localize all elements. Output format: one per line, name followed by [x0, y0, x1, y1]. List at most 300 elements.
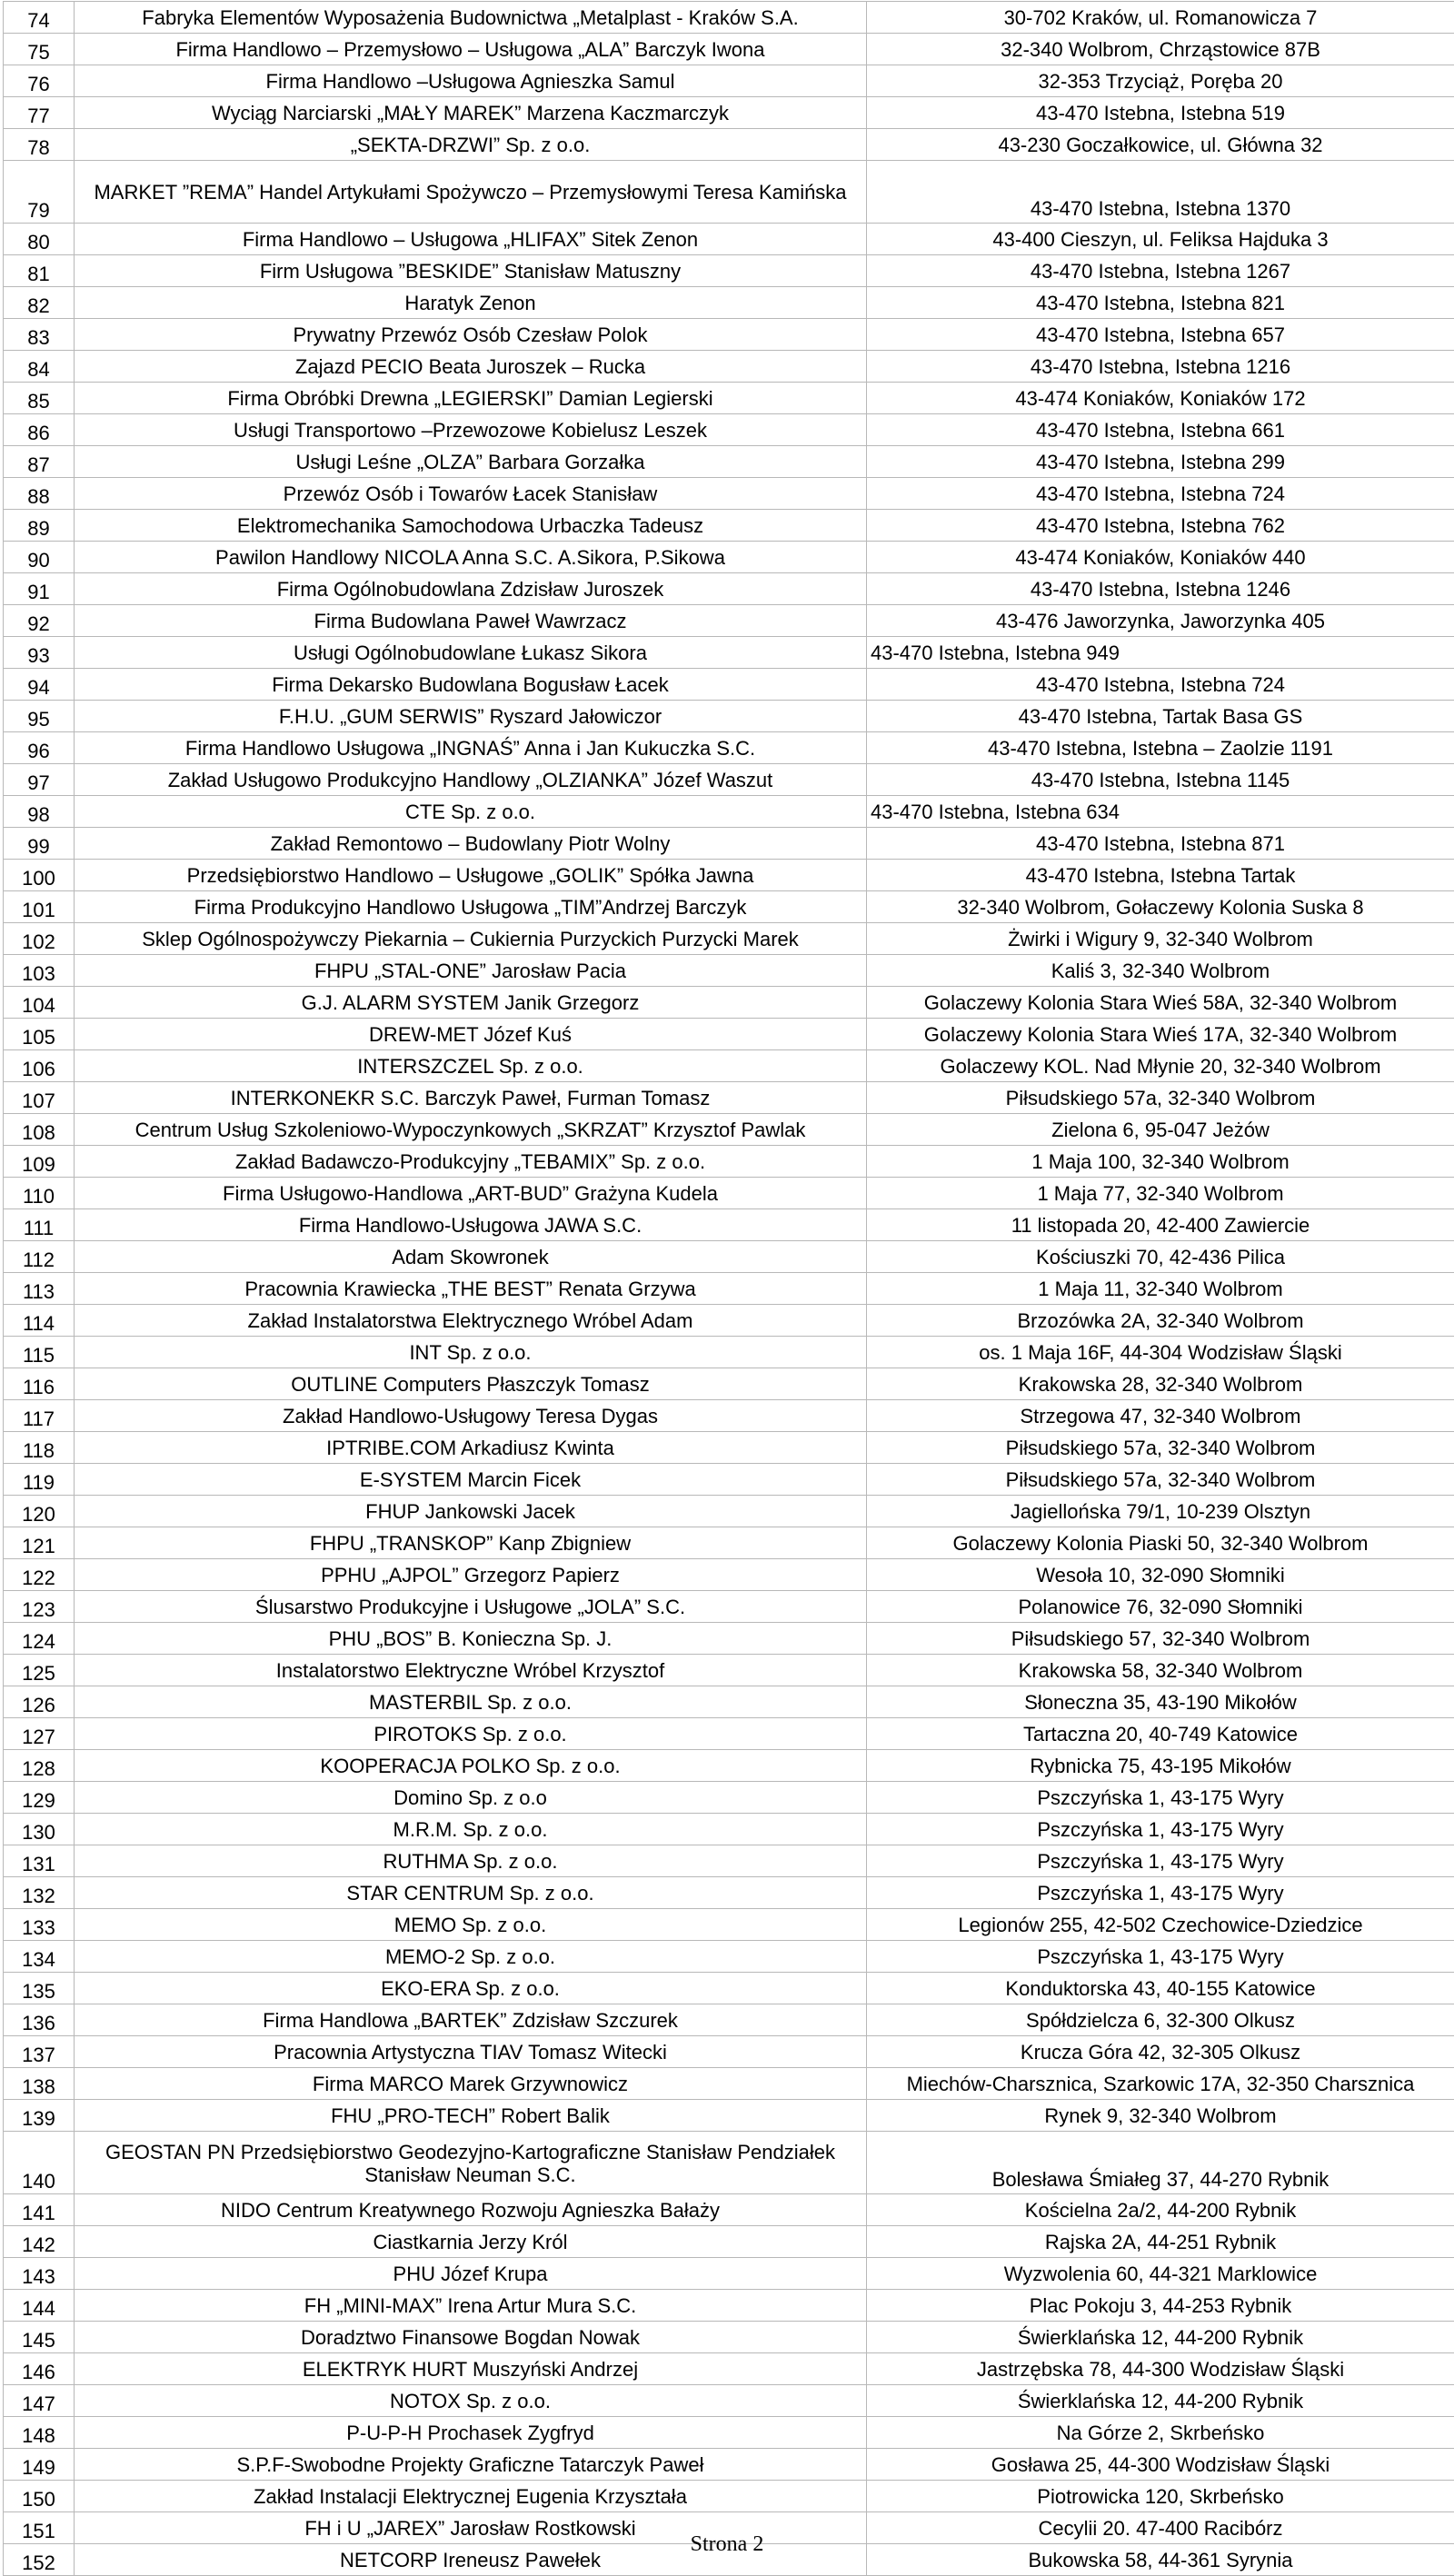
row-number-cell: 99 [4, 828, 75, 860]
company-name-cell: INTERSZCZEL Sp. z o.o. [75, 1050, 867, 1082]
row-number-cell: 124 [4, 1623, 75, 1655]
row-number-cell: 117 [4, 1400, 75, 1432]
company-address-cell: 43-470 Istebna, Istebna 1145 [867, 764, 1454, 796]
table-row [4, 1973, 1454, 2004]
row-number-cell: 92 [4, 605, 75, 637]
company-name-cell: E-SYSTEM Marcin Ficek [75, 1464, 867, 1496]
row-number-cell: 85 [4, 383, 75, 414]
company-address-cell: Brzozówka 2A, 32-340 Wolbrom [867, 1305, 1454, 1337]
table-row [4, 987, 1454, 1019]
company-address-cell: Spółdzielcza 6, 32-300 Olkusz [867, 2004, 1454, 2036]
row-number-cell: 133 [4, 1909, 75, 1941]
company-address-cell: 43-470 Istebna, Istebna 1267 [867, 255, 1454, 287]
company-name-cell: CTE Sp. z o.o. [75, 796, 867, 828]
company-address-cell: 43-470 Istebna, Istebna 1370 [867, 161, 1454, 224]
company-address-cell: 43-470 Istebna, Istebna 1246 [867, 573, 1454, 605]
row-number-cell: 95 [4, 701, 75, 732]
company-name-cell: Ślusarstwo Produkcyjne i Usługowe „JOLA” S.C. [75, 1591, 867, 1623]
company-name-cell: GEOSTAN PN Przedsiębiorstwo Geodezyjno-Kartograficzne Stanisław Pendziałek Stanisław Neuman S.C. [75, 2132, 867, 2194]
company-address-cell: 43-400 Cieszyn, ul. Feliksa Hajduka 3 [867, 224, 1454, 255]
row-number-cell: 143 [4, 2258, 75, 2290]
table-row [4, 2194, 1454, 2226]
table-row [4, 1305, 1454, 1337]
row-number-cell: 152 [4, 2544, 75, 2576]
table-row [4, 1273, 1454, 1305]
row-number-cell: 150 [4, 2481, 75, 2512]
company-name-cell: INTERKONEKR S.C. Barczyk Paweł, Furman Tomasz [75, 1082, 867, 1114]
company-address-cell: Golaczewy Kolonia Stara Wieś 17A, 32-340 Wolbrom [867, 1019, 1454, 1050]
table-row [4, 923, 1454, 955]
company-address-cell: Miechów-Charsznica, Szarkowic 17A, 32-350 Charsznica [867, 2068, 1454, 2100]
company-name-cell: PPHU „AJPOL” Grzegorz Papierz [75, 1559, 867, 1591]
company-name-cell: MEMO-2 Sp. z o.o. [75, 1941, 867, 1973]
company-name-cell: Pracownia Krawiecka „THE BEST” Renata Grzywa [75, 1273, 867, 1305]
row-number-cell: 102 [4, 923, 75, 955]
row-number-cell: 89 [4, 510, 75, 542]
row-number-cell: 137 [4, 2036, 75, 2068]
row-number-cell: 125 [4, 1655, 75, 1686]
company-address-cell: Piłsudskiego 57a, 32-340 Wolbrom [867, 1082, 1454, 1114]
company-name-cell: Wyciąg Narciarski „MAŁY MAREK” Marzena Kaczmarczyk [75, 97, 867, 129]
row-number-cell: 119 [4, 1464, 75, 1496]
company-address-cell: 43-470 Istebna, Istebna 724 [867, 478, 1454, 510]
company-name-cell: PHU „BOS” B. Konieczna Sp. J. [75, 1623, 867, 1655]
row-number-cell: 118 [4, 1432, 75, 1464]
table-row [4, 573, 1454, 605]
company-address-cell: 32-340 Wolbrom, Chrząstowice 87B [867, 34, 1454, 65]
company-name-cell: Zakład Remontowo – Budowlany Piotr Wolny [75, 828, 867, 860]
table-row [4, 764, 1454, 796]
table-row [4, 2132, 1454, 2194]
row-number-cell: 120 [4, 1496, 75, 1527]
table-row [4, 1750, 1454, 1782]
company-address-cell: Cecylii 20. 47-400 Racibórz [867, 2512, 1454, 2544]
row-number-cell: 130 [4, 1814, 75, 1845]
company-address-cell: Piłsudskiego 57a, 32-340 Wolbrom [867, 1432, 1454, 1464]
row-number-cell: 104 [4, 987, 75, 1019]
company-name-cell: G.J. ALARM SYSTEM Janik Grzegorz [75, 987, 867, 1019]
table-row [4, 2385, 1454, 2417]
table-row [4, 1082, 1454, 1114]
table-row [4, 2353, 1454, 2385]
company-name-cell: RUTHMA Sp. z o.o. [75, 1845, 867, 1877]
row-number-cell: 103 [4, 955, 75, 987]
company-address-cell: Bukowska 58, 44-361 Syrynia [867, 2544, 1454, 2576]
table-row [4, 1877, 1454, 1909]
table-row [4, 2226, 1454, 2258]
company-name-cell: STAR CENTRUM Sp. z o.o. [75, 1877, 867, 1909]
row-number-cell: 139 [4, 2100, 75, 2132]
company-name-cell: Zakład Instalacji Elektrycznej Eugenia Krzyształa [75, 2481, 867, 2512]
company-address-cell: 11 listopada 20, 42-400 Zawiercie [867, 1209, 1454, 1241]
row-number-cell: 138 [4, 2068, 75, 2100]
company-name-cell: Usługi Leśne „OLZA” Barbara Gorzałka [75, 446, 867, 478]
row-number-cell: 86 [4, 414, 75, 446]
company-address-cell: 43-470 Istebna, Istebna 299 [867, 446, 1454, 478]
company-name-cell: DREW-MET Józef Kuś [75, 1019, 867, 1050]
row-number-cell: 140 [4, 2132, 75, 2194]
table-row [4, 955, 1454, 987]
company-name-cell: NETCORP Ireneusz Pawełek [75, 2544, 867, 2576]
row-number-cell: 151 [4, 2512, 75, 2544]
table-row [4, 2, 1454, 34]
company-address-cell: Plac Pokoju 3, 44-253 Rybnik [867, 2290, 1454, 2322]
row-number-cell: 114 [4, 1305, 75, 1337]
row-number-cell: 129 [4, 1782, 75, 1814]
company-address-cell: Gosława 25, 44-300 Wodzisław Śląski [867, 2449, 1454, 2481]
company-address-cell: 30-702 Kraków, ul. Romanowicza 7 [867, 2, 1454, 34]
company-name-cell: Firma Handlowo-Usługowa JAWA S.C. [75, 1209, 867, 1241]
company-address-cell: Bolesława Śmiałeg 37, 44-270 Rybnik [867, 2132, 1454, 2194]
company-address-cell: Jagiellońska 79/1, 10-239 Olsztyn [867, 1496, 1454, 1527]
table-row [4, 2417, 1454, 2449]
company-address-cell: 43-470 Istebna, Istebna 1216 [867, 351, 1454, 383]
table-row [4, 2449, 1454, 2481]
table-row [4, 669, 1454, 701]
row-number-cell: 74 [4, 2, 75, 34]
company-address-cell: 43-470 Istebna, Istebna 634 [867, 796, 1454, 828]
company-name-cell: FH „MINI-MAX” Irena Artur Mura S.C. [75, 2290, 867, 2322]
company-address-cell: Golaczewy Kolonia Stara Wieś 58A, 32-340 Wolbrom [867, 987, 1454, 1019]
row-number-cell: 122 [4, 1559, 75, 1591]
table-row [4, 1050, 1454, 1082]
company-name-cell: Przedsiębiorstwo Handlowo – Usługowe „GOLIK” Spółka Jawna [75, 860, 867, 891]
row-number-cell: 93 [4, 637, 75, 669]
company-name-cell: Firma Ogólnobudowlana Zdzisław Juroszek [75, 573, 867, 605]
company-address-cell: Pszczyńska 1, 43-175 Wyry [867, 1782, 1454, 1814]
company-address-cell: 32-340 Wolbrom, Gołaczewy Kolonia Suska 8 [867, 891, 1454, 923]
company-name-cell: P-U-P-H Prochasek Zygfryd [75, 2417, 867, 2449]
company-address-cell: Kościelna 2a/2, 44-200 Rybnik [867, 2194, 1454, 2226]
row-number-cell: 108 [4, 1114, 75, 1146]
row-number-cell: 136 [4, 2004, 75, 2036]
row-number-cell: 147 [4, 2385, 75, 2417]
company-table [3, 1, 1454, 2576]
row-number-cell: 111 [4, 1209, 75, 1241]
company-name-cell: IPTRIBE.COM Arkadiusz Kwinta [75, 1432, 867, 1464]
table-row [4, 860, 1454, 891]
company-address-cell: Piłsudskiego 57, 32-340 Wolbrom [867, 1623, 1454, 1655]
company-address-cell: 43-470 Istebna, Istebna 724 [867, 669, 1454, 701]
table-row [4, 478, 1454, 510]
company-address-cell: Pszczyńska 1, 43-175 Wyry [867, 1877, 1454, 1909]
company-address-cell: 43-470 Istebna, Tartak Basa GS [867, 701, 1454, 732]
company-name-cell: Prywatny Przewóz Osób Czesław Polok [75, 319, 867, 351]
row-number-cell: 121 [4, 1527, 75, 1559]
company-name-cell: Centrum Usług Szkoleniowo-Wypoczynkowych „SKRZAT” Krzysztof Pawlak [75, 1114, 867, 1146]
row-number-cell: 126 [4, 1686, 75, 1718]
table-row [4, 1337, 1454, 1368]
row-number-cell: 128 [4, 1750, 75, 1782]
company-address-cell: 1 Maja 77, 32-340 Wolbrom [867, 1178, 1454, 1209]
company-name-cell: Firma Handlowo – Przemysłowo – Usługowa „ALA” Barczyk Iwona [75, 34, 867, 65]
row-number-cell: 90 [4, 542, 75, 573]
row-number-cell: 149 [4, 2449, 75, 2481]
table-row [4, 1496, 1454, 1527]
company-name-cell: Firm Usługowa ”BESKIDE” Stanisław Matuszny [75, 255, 867, 287]
row-number-cell: 135 [4, 1973, 75, 2004]
company-name-cell: Pawilon Handlowy NICOLA Anna S.C. A.Sikora, P.Sikowa [75, 542, 867, 573]
company-address-cell: Rynek 9, 32-340 Wolbrom [867, 2100, 1454, 2132]
company-address-cell: 43-470 Istebna, Istebna 661 [867, 414, 1454, 446]
company-address-cell: Polanowice 76, 32-090 Słomniki [867, 1591, 1454, 1623]
company-name-cell: ELEKTRYK HURT Muszyński Andrzej [75, 2353, 867, 2385]
company-address-cell: os. 1 Maja 16F, 44-304 Wodzisław Śląski [867, 1337, 1454, 1368]
company-address-cell: 43-470 Istebna, Istebna – Zaolzie 1191 [867, 732, 1454, 764]
company-list-sheet [3, 1, 1454, 2576]
table-row [4, 129, 1454, 161]
company-address-cell: 43-470 Istebna, Istebna 871 [867, 828, 1454, 860]
company-address-cell: Golaczewy KOL. Nad Młynie 20, 32-340 Wolbrom [867, 1050, 1454, 1082]
company-address-cell: Tartaczna 20, 40-749 Katowice [867, 1718, 1454, 1750]
row-number-cell: 110 [4, 1178, 75, 1209]
row-number-cell: 116 [4, 1368, 75, 1400]
company-address-cell: 1 Maja 11, 32-340 Wolbrom [867, 1273, 1454, 1305]
company-name-cell: FH i U „JAREX” Jarosław Rostkowski [75, 2512, 867, 2544]
table-row [4, 2322, 1454, 2353]
table-row [4, 1814, 1454, 1845]
company-address-cell: 43-474 Koniaków, Koniaków 440 [867, 542, 1454, 573]
company-address-cell: Żwirki i Wigury 9, 32-340 Wolbrom [867, 923, 1454, 955]
row-number-cell: 123 [4, 1591, 75, 1623]
company-address-cell: 43-470 Istebna, Istebna 821 [867, 287, 1454, 319]
company-name-cell: Usługi Transportowo –Przewozowe Kobielusz Leszek [75, 414, 867, 446]
company-name-cell: Firma Usługowo-Handlowa „ART-BUD” Grażyna Kudela [75, 1178, 867, 1209]
table-row [4, 1178, 1454, 1209]
row-number-cell: 76 [4, 65, 75, 97]
table-row [4, 319, 1454, 351]
company-name-cell: FHPU „STAL-ONE” Jarosław Pacia [75, 955, 867, 987]
row-number-cell: 101 [4, 891, 75, 923]
company-name-cell: Przewóz Osób i Towarów Łacek Stanisław [75, 478, 867, 510]
company-name-cell: NOTOX Sp. z o.o. [75, 2385, 867, 2417]
company-name-cell: Firma Produkcyjno Handlowo Usługowa „TIM”Andrzej Barczyk [75, 891, 867, 923]
table-row [4, 1019, 1454, 1050]
company-address-cell: Wyzwolenia 60, 44-321 Marklowice [867, 2258, 1454, 2290]
table-row [4, 1400, 1454, 1432]
row-number-cell: 84 [4, 351, 75, 383]
company-name-cell: INT Sp. z o.o. [75, 1337, 867, 1368]
company-address-cell: 43-470 Istebna, Istebna 657 [867, 319, 1454, 351]
company-name-cell: Sklep Ogólnospożywczy Piekarnia – Cukiernia Purzyckich Purzycki Marek [75, 923, 867, 955]
table-row [4, 2290, 1454, 2322]
table-row [4, 446, 1454, 478]
table-row [4, 351, 1454, 383]
table-row [4, 1718, 1454, 1750]
table-row [4, 287, 1454, 319]
company-address-cell: 43-476 Jaworzynka, Jaworzynka 405 [867, 605, 1454, 637]
table-row [4, 637, 1454, 669]
company-address-cell: Kościuszki 70, 42-436 Pilica [867, 1241, 1454, 1273]
table-row [4, 255, 1454, 287]
row-number-cell: 79 [4, 161, 75, 224]
company-address-cell: Krucza Góra 42, 32-305 Olkusz [867, 2036, 1454, 2068]
company-address-cell: Strzegowa 47, 32-340 Wolbrom [867, 1400, 1454, 1432]
row-number-cell: 87 [4, 446, 75, 478]
row-number-cell: 107 [4, 1082, 75, 1114]
table-row [4, 1909, 1454, 1941]
table-row [4, 2258, 1454, 2290]
table-row [4, 828, 1454, 860]
company-name-cell: EKO-ERA Sp. z o.o. [75, 1973, 867, 2004]
company-name-cell: Haratyk Zenon [75, 287, 867, 319]
table-row [4, 34, 1454, 65]
company-address-cell: Golaczewy Kolonia Piaski 50, 32-340 Wolbrom [867, 1527, 1454, 1559]
table-row [4, 2100, 1454, 2132]
row-number-cell: 144 [4, 2290, 75, 2322]
company-name-cell: Firma Obróbki Drewna „LEGIERSKI” Damian Legierski [75, 383, 867, 414]
company-name-cell: Elektromechanika Samochodowa Urbaczka Tadeusz [75, 510, 867, 542]
table-row [4, 701, 1454, 732]
company-name-cell: Firma MARCO Marek Grzywnowicz [75, 2068, 867, 2100]
row-number-cell: 91 [4, 573, 75, 605]
company-address-cell: Zielona 6, 95-047 Jeżów [867, 1114, 1454, 1146]
table-row [4, 1559, 1454, 1591]
table-row [4, 1686, 1454, 1718]
table-row [4, 2068, 1454, 2100]
table-row [4, 1845, 1454, 1877]
company-address-cell: 43-470 Istebna, Istebna 519 [867, 97, 1454, 129]
table-row [4, 510, 1454, 542]
table-row [4, 796, 1454, 828]
table-row [4, 1782, 1454, 1814]
row-number-cell: 100 [4, 860, 75, 891]
company-name-cell: Firma Budowlana Paweł Wawrzacz [75, 605, 867, 637]
table-row [4, 891, 1454, 923]
company-address-cell: Słoneczna 35, 43-190 Mikołów [867, 1686, 1454, 1718]
company-name-cell: Zakład Usługowo Produkcyjno Handlowy „OLZIANKA” Józef Waszut [75, 764, 867, 796]
row-number-cell: 98 [4, 796, 75, 828]
row-number-cell: 146 [4, 2353, 75, 2385]
row-number-cell: 142 [4, 2226, 75, 2258]
company-address-cell: 32-353 Trzyciąż, Poręba 20 [867, 65, 1454, 97]
table-row [4, 1941, 1454, 1973]
company-address-cell: Świerklańska 12, 44-200 Rybnik [867, 2385, 1454, 2417]
row-number-cell: 134 [4, 1941, 75, 1973]
table-row [4, 414, 1454, 446]
row-number-cell: 97 [4, 764, 75, 796]
row-number-cell: 78 [4, 129, 75, 161]
company-name-cell: Firma Dekarsko Budowlana Bogusław Łacek [75, 669, 867, 701]
company-name-cell: Zakład Instalatorstwa Elektrycznego Wróbel Adam [75, 1305, 867, 1337]
row-number-cell: 148 [4, 2417, 75, 2449]
company-address-cell: Krakowska 28, 32-340 Wolbrom [867, 1368, 1454, 1400]
company-name-cell: PHU Józef Krupa [75, 2258, 867, 2290]
table-row [4, 161, 1454, 224]
row-number-cell: 145 [4, 2322, 75, 2353]
table-row [4, 383, 1454, 414]
table-row [4, 2004, 1454, 2036]
table-row [4, 605, 1454, 637]
row-number-cell: 81 [4, 255, 75, 287]
company-name-cell: Fabryka Elementów Wyposażenia Budownictwa „Metalplast - Kraków S.A. [75, 2, 867, 34]
company-address-cell: 43-474 Koniaków, Koniaków 172 [867, 383, 1454, 414]
table-row [4, 224, 1454, 255]
company-name-cell: Adam Skowronek [75, 1241, 867, 1273]
company-name-cell: M.R.M. Sp. z o.o. [75, 1814, 867, 1845]
company-name-cell: Instalatorstwo Elektryczne Wróbel Krzysztof [75, 1655, 867, 1686]
company-name-cell: PIROTOKS Sp. z o.o. [75, 1718, 867, 1750]
company-name-cell: MASTERBIL Sp. z o.o. [75, 1686, 867, 1718]
company-name-cell: OUTLINE Computers Płaszczyk Tomasz [75, 1368, 867, 1400]
company-name-cell: F.H.U. „GUM SERWIS” Ryszard Jałowiczor [75, 701, 867, 732]
company-name-cell: Firma Handlowa „BARTEK” Zdzisław Szczurek [75, 2004, 867, 2036]
company-name-cell: FHUP Jankowski Jacek [75, 1496, 867, 1527]
company-name-cell: FHPU „TRANSKOP” Kanp Zbigniew [75, 1527, 867, 1559]
table-row [4, 1655, 1454, 1686]
company-address-cell: Pszczyńska 1, 43-175 Wyry [867, 1814, 1454, 1845]
company-name-cell: Zakład Badawczo-Produkcyjny „TEBAMIX” Sp. z o.o. [75, 1146, 867, 1178]
table-row [4, 732, 1454, 764]
company-name-cell: Pracownia Artystyczna TIAV Tomasz Witecki [75, 2036, 867, 2068]
row-number-cell: 96 [4, 732, 75, 764]
row-number-cell: 109 [4, 1146, 75, 1178]
company-address-cell: Legionów 255, 42-502 Czechowice-Dziedzice [867, 1909, 1454, 1941]
company-name-cell: NIDO Centrum Kreatywnego Rozwoju Agnieszka Bałaży [75, 2194, 867, 2226]
row-number-cell: 141 [4, 2194, 75, 2226]
row-number-cell: 131 [4, 1845, 75, 1877]
row-number-cell: 112 [4, 1241, 75, 1273]
company-name-cell: Zajazd PECIO Beata Juroszek – Rucka [75, 351, 867, 383]
company-address-cell: 43-470 Istebna, Istebna Tartak [867, 860, 1454, 891]
company-name-cell: Firma Handlowo Usługowa „INGNAŚ” Anna i Jan Kukuczka S.C. [75, 732, 867, 764]
company-address-cell: 43-470 Istebna, Istebna 762 [867, 510, 1454, 542]
row-number-cell: 115 [4, 1337, 75, 1368]
company-address-cell: Wesoła 10, 32-090 Słomniki [867, 1559, 1454, 1591]
table-row [4, 1432, 1454, 1464]
company-name-cell: Domino Sp. z o.o [75, 1782, 867, 1814]
company-name-cell: S.P.F-Swobodne Projekty Graficzne Tatarczyk Paweł [75, 2449, 867, 2481]
company-address-cell: Na Górze 2, Skrbeńsko [867, 2417, 1454, 2449]
row-number-cell: 105 [4, 1019, 75, 1050]
company-address-cell: Konduktorska 43, 40-155 Katowice [867, 1973, 1454, 2004]
company-name-cell: Firma Handlowo –Usługowa Agnieszka Samul [75, 65, 867, 97]
company-name-cell: Zakład Handlowo-Usługowy Teresa Dygas [75, 1400, 867, 1432]
company-address-cell: Pszczyńska 1, 43-175 Wyry [867, 1941, 1454, 1973]
company-address-cell: Krakowska 58, 32-340 Wolbrom [867, 1655, 1454, 1686]
table-row [4, 1623, 1454, 1655]
company-name-cell: Usługi Ogólnobudowlane Łukasz Sikora [75, 637, 867, 669]
table-row [4, 97, 1454, 129]
table-row [4, 542, 1454, 573]
company-name-cell: Firma Handlowo – Usługowa „HLIFAX” Sitek Zenon [75, 224, 867, 255]
row-number-cell: 83 [4, 319, 75, 351]
company-address-cell: 1 Maja 100, 32-340 Wolbrom [867, 1146, 1454, 1178]
row-number-cell: 106 [4, 1050, 75, 1082]
table-row [4, 2036, 1454, 2068]
row-number-cell: 94 [4, 669, 75, 701]
company-name-cell: MEMO Sp. z o.o. [75, 1909, 867, 1941]
company-address-cell: Jastrzębska 78, 44-300 Wodzisław Śląski [867, 2353, 1454, 2385]
row-number-cell: 127 [4, 1718, 75, 1750]
company-address-cell: Pszczyńska 1, 43-175 Wyry [867, 1845, 1454, 1877]
row-number-cell: 80 [4, 224, 75, 255]
company-name-cell: Doradztwo Finansowe Bogdan Nowak [75, 2322, 867, 2353]
table-row [4, 1527, 1454, 1559]
row-number-cell: 113 [4, 1273, 75, 1305]
row-number-cell: 132 [4, 1877, 75, 1909]
table-row [4, 1464, 1454, 1496]
company-name-cell: Ciastkarnia Jerzy Król [75, 2226, 867, 2258]
company-name-cell: MARKET ”REMA” Handel Artykułami Spożywczo – Przemysłowymi Teresa Kamińska [75, 161, 867, 224]
company-name-cell: KOOPERACJA POLKO Sp. z o.o. [75, 1750, 867, 1782]
row-number-cell: 88 [4, 478, 75, 510]
company-address-cell: Świerklańska 12, 44-200 Rybnik [867, 2322, 1454, 2353]
table-row [4, 1368, 1454, 1400]
company-name-cell: „SEKTA-DRZWI” Sp. z o.o. [75, 129, 867, 161]
table-row [4, 1209, 1454, 1241]
table-row [4, 65, 1454, 97]
